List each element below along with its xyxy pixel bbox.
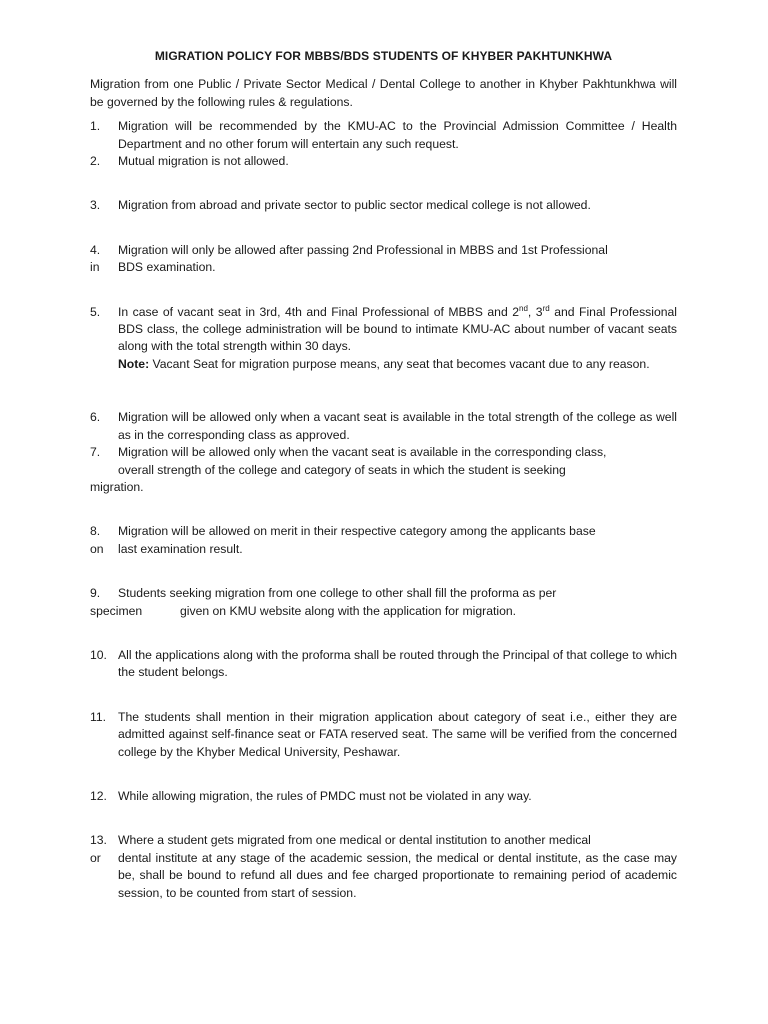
continuation-lead: in	[90, 260, 100, 275]
list-item	[90, 788, 677, 805]
item-text: and Final Professional BDS class, the college administration will be bound to intimate KMU-AC about number of vacant seats along with the total strength within 30 days.	[118, 304, 678, 354]
list-item	[90, 647, 677, 682]
list-item	[90, 523, 677, 540]
note-label: Note:	[118, 356, 150, 371]
superscript: rd	[542, 303, 550, 313]
item-text: Migration will be allowed on merit in their respective category among the applicants base	[118, 524, 596, 539]
item-text: BDS examination.	[118, 260, 216, 275]
item-text: In case of vacant seat in 3rd, 4th and Final Professional of MBBS and 2	[118, 304, 519, 319]
item-number: 10.	[90, 647, 107, 662]
list-item	[90, 197, 677, 214]
item-number: 4.	[90, 242, 101, 257]
superscript: nd	[519, 303, 528, 313]
item-text: Migration will be allowed only when a vacant seat is available in the total strength of the college as well as in the corresponding class as approved.	[118, 410, 677, 442]
continuation-lead: on	[90, 541, 104, 556]
item-text: Migration will only be allowed after passing 2nd Professional in MBBS and 1st Professional	[118, 242, 608, 257]
item-text: Migration from abroad and private sector to public sector medical college is not allowed.	[118, 198, 591, 213]
item-continuation	[90, 603, 677, 620]
item-text: Migration will be recommended by the KMU-AC to the Provincial Admission Committee / Health Department and no other forum will entertain any such request.	[118, 119, 677, 151]
item-number: 7.	[90, 445, 101, 460]
item-text: last examination result.	[118, 541, 243, 556]
item-text: The students shall mention in their migration application about category of seat i.e., either they are admitted against self-finance seat or FATA reserved seat. The same will be verified from the concerned college by the Khyber Medical University, Peshawar.	[118, 709, 677, 759]
note-text: Vacant Seat for migration purpose means, any seat that becomes vacant due to any reason.	[149, 356, 650, 371]
item-text: overall strength of the college and category of seats in which the student is seeking	[118, 462, 566, 477]
item-text: dental institute at any stage of the academic session, the medical or dental institute, as the case may be, shall be bound to refund all dues and fee charged proportionate to remaining period of academic session, to be counted from start of session.	[118, 850, 677, 900]
item-text: , 3	[527, 304, 543, 319]
list-item	[90, 242, 677, 259]
list-item	[90, 409, 677, 444]
list-item	[90, 709, 677, 761]
item-continuation	[90, 259, 677, 276]
intro-paragraph: Migration from one Public / Private Sector Medical / Dental College to another in Khyber Pakhtunkhwa will be governed by the following rules & regulations.	[90, 77, 677, 109]
item-number: 6.	[90, 410, 101, 425]
list-item	[90, 585, 677, 602]
item-text: given on KMU website along with the application for migration.	[180, 603, 517, 618]
item-text: migration.	[90, 479, 144, 494]
item-number: 3.	[90, 198, 101, 213]
item-continuation	[90, 541, 677, 558]
item-text: Migration will be allowed only when the vacant seat is available in the corresponding class,	[118, 445, 607, 460]
continuation-lead: or	[90, 850, 101, 865]
item-text: While allowing migration, the rules of PMDC must not be violated in any way.	[118, 788, 532, 803]
document-page	[90, 48, 677, 902]
list-item	[90, 832, 677, 849]
item-text: Students seeking migration from one college to other shall fill the proforma as per	[118, 586, 557, 601]
item-number: 2.	[90, 154, 101, 169]
item-number: 5.	[90, 304, 101, 319]
item-number: 12.	[90, 788, 107, 803]
list-item	[90, 304, 677, 374]
list-item	[90, 153, 677, 170]
continuation-lead: specimen	[90, 603, 143, 618]
page-title: MIGRATION POLICY FOR MBBS/BDS STUDENTS OF KHYBER PAKHTUNKHWA	[154, 49, 613, 63]
list-item	[90, 118, 677, 153]
item-number: 11.	[90, 709, 107, 724]
item-text: All the applications along with the proforma shall be routed through the Principal of that college to which the student belongs.	[118, 647, 677, 680]
item-continuation	[90, 850, 677, 902]
item-text: Where a student gets migrated from one medical or dental institution to another medical	[118, 833, 591, 848]
item-number: 9.	[90, 586, 101, 601]
list-item	[90, 444, 677, 496]
item-number: 13.	[90, 833, 107, 848]
item-text: Mutual migration is not allowed.	[118, 154, 289, 169]
item-number: 1.	[90, 119, 101, 134]
item-number: 8.	[90, 524, 101, 539]
